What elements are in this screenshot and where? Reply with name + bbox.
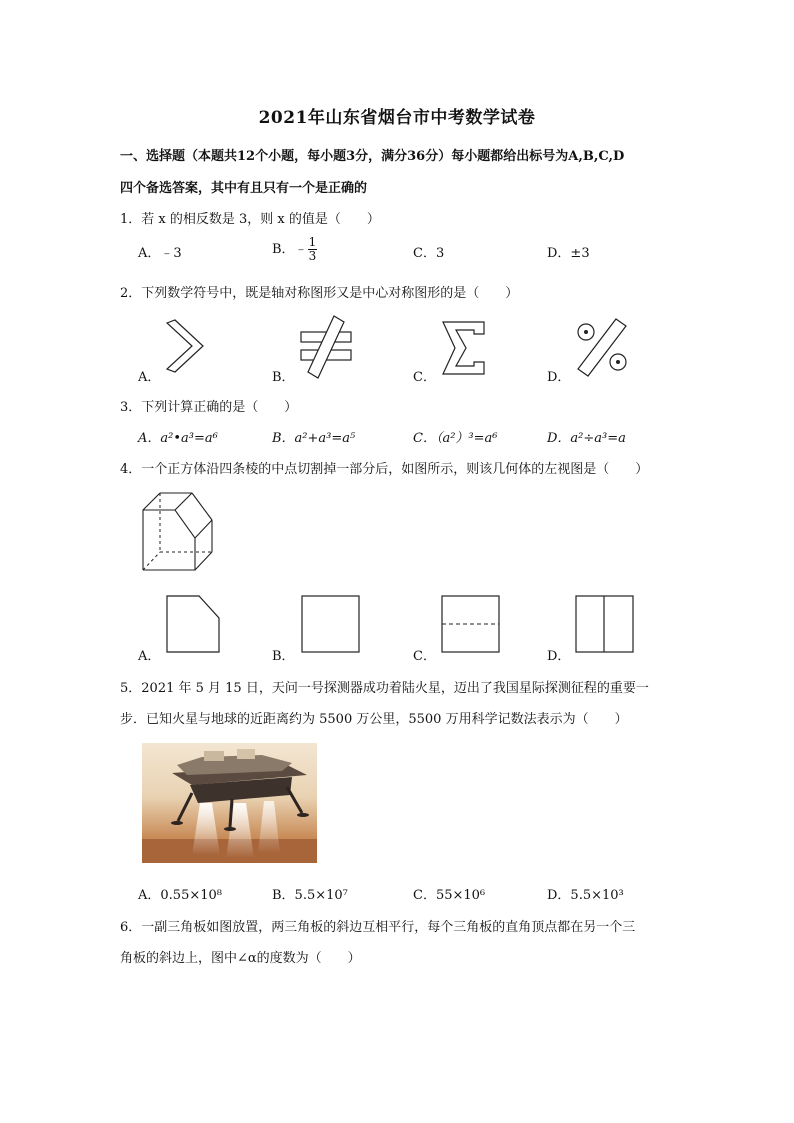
q5-option-b: B．5.5×10⁷	[272, 888, 348, 903]
q4-option-c-view-figure	[440, 594, 502, 656]
q3-option-a: A．a²•a³=a⁶	[138, 431, 218, 446]
q4-option-a: A．	[138, 649, 161, 664]
q1-option-b	[272, 236, 317, 263]
mars-lander-icon	[142, 743, 317, 863]
q2-percent-symbol-icon	[572, 316, 632, 378]
q3-option-c: C．（a²）³=a⁶	[413, 431, 498, 446]
q2-chevron-symbol-icon	[165, 318, 207, 374]
question-1-stem: 1．若 x 的相反数是 3，则 x 的值是（ ）	[120, 212, 380, 227]
question-3-stem: 3．下列计算正确的是（ ）	[120, 400, 298, 415]
section-instruction-line2: 四个备选答案，其中有且只有一个是正确的	[120, 181, 368, 196]
q3-option-d: D．a²÷a³=a	[547, 431, 626, 446]
section-instruction-line1: 一、选择题（本题共12个小题，每小题3分，满分36分）每小题都给出标号为A,B,C,D	[120, 149, 625, 164]
q4-option-c: C．	[413, 649, 436, 664]
q5-option-a: A．0.55×10⁸	[138, 888, 222, 903]
q2-sigma-symbol-icon	[440, 320, 486, 376]
q1-option-b-prefix: B．﹣	[272, 242, 308, 257]
mars-lander-photo	[142, 743, 317, 863]
q1-option-d: D．±3	[547, 246, 590, 261]
q2-option-c: C．	[413, 370, 436, 385]
question-5-stem-line1: 5．2021 年 5 月 15 日，天问一号探测器成功着陆火星，迈出了我国星际探测征程的重要一	[120, 681, 649, 696]
q2-option-b: B．	[272, 370, 295, 385]
q4-option-d-view-figure	[574, 594, 636, 656]
q3-option-b: B．a²+a³=a⁵	[272, 431, 356, 446]
q1-option-b-fraction	[308, 236, 318, 263]
q1-option-a: A．﹣3	[138, 246, 182, 261]
q4-option-d: D．	[547, 649, 571, 664]
q2-option-a: A．	[138, 370, 161, 385]
page-title: 2021年山东省烟台市中考数学试卷	[258, 108, 536, 128]
q1-fraction-denominator: 3	[308, 249, 317, 263]
q4-cut-cube-figure	[140, 490, 218, 574]
q4-option-b: B．	[272, 649, 295, 664]
question-6-stem-line1: 6．一副三角板如图放置，两三角板的斜边互相平行，每个三角板的直角顶点都在另一个三	[120, 920, 636, 935]
question-5-stem-line2: 步．已知火星与地球的近距离约为 5500 万公里，5500 万用科学记数法表示为（ ）	[120, 712, 628, 727]
question-2-stem: 2．下列数学符号中，既是轴对称图形又是中心对称图形的是（ ）	[120, 286, 519, 301]
q2-option-d: D．	[547, 370, 571, 385]
q4-option-a-view-figure	[165, 594, 223, 656]
question-6-stem-line2: 角板的斜边上，图中∠α的度数为（ ）	[120, 951, 361, 966]
q1-option-c: C．3	[413, 246, 445, 261]
q5-option-c: C．55×10⁶	[413, 888, 486, 903]
q5-option-d: D．5.5×10³	[547, 888, 624, 903]
q4-option-b-view-figure	[300, 594, 362, 656]
q1-fraction-numerator: 1	[308, 235, 317, 249]
q2-not-equal-symbol-icon	[298, 314, 354, 380]
question-4-stem: 4．一个正方体沿四条棱的中点切割掉一部分后，如图所示，则该几何体的左视图是（ ）	[120, 462, 649, 477]
